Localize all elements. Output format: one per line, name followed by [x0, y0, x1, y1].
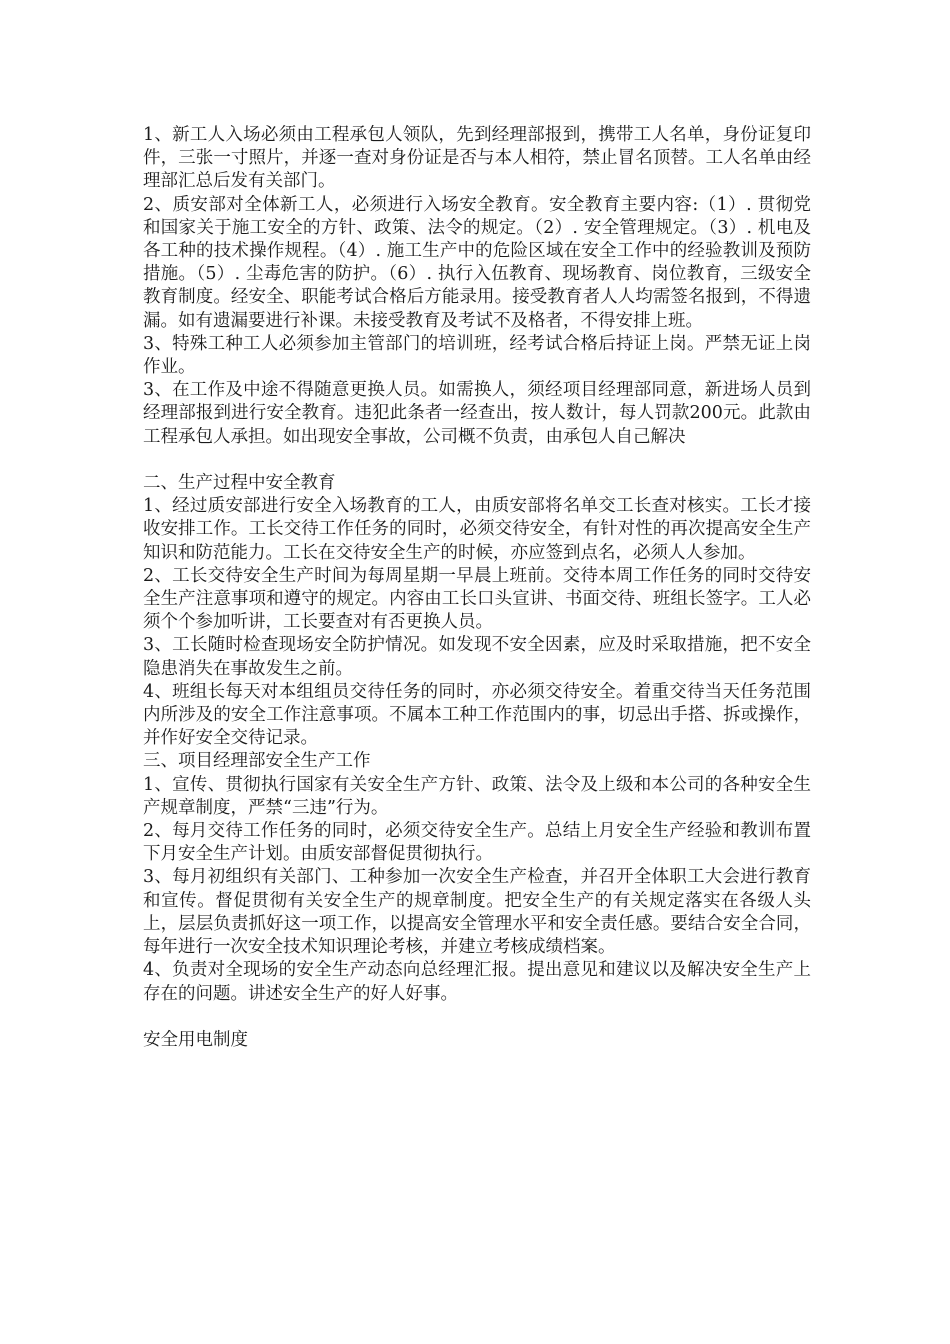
- blank-line: [143, 449, 811, 472]
- section-heading-project-dept: 三、项目经理部安全生产工作: [143, 751, 371, 772]
- paragraph-s3-4: 4、负责对全现场的安全生产动态向总经理汇报。提出意见和建议以及解决安全生产上存在的问题。讲述安全生产的好人好事。: [143, 960, 811, 1004]
- paragraph-s1-1: 1、新工人入场必须由工程承包人领队，先到经理部报到，携带工人名单，身份证复印件，三张一寸照片，并逐一查对身份证是否与本人相符，禁止冒名顶替。工人名单由经理部汇总后发有关部门。: [143, 125, 811, 192]
- paragraph-s2-3: 3、工长随时检查现场安全防护情况。如发现不安全因素，应及时采取措施，把不安全隐患消失在事故发生之前。: [143, 635, 811, 679]
- paragraph-s1-4: 3、在工作及中途不得随意更换人员。如需换人，须经项目经理部同意，新进场人员到经理部报到进行安全教育。违犯此条者一经查出，按人数计，每人罚款200元。此款由工程承包人承担。如出现安全事故，公司概不负责，由承包人自己解决: [143, 380, 811, 447]
- document-body: [143, 124, 811, 1052]
- paragraph-s1-3: 3、特殊工种工人必须参加主管部门的培训班，经考试合格后持证上岗。严禁无证上岗作业。: [143, 333, 811, 378]
- blank-line: [143, 1006, 811, 1029]
- section-heading-electricity: 安全用电制度: [143, 1029, 248, 1050]
- paragraph-s3-3: 3、每月初组织有关部门、工种参加一次安全生产检查，并召开全体职工大会进行教育和宣传。督促贯彻有关安全生产的规章制度。把安全生产的有关规定落实在各级人头上，层层负责抓好这一项工作，以提高安全管理水平和安全责任感。要结合安全合同，每年进行一次安全技术知识理论考核，并建立考核成绩档案。: [143, 867, 811, 958]
- paragraph-s2-1: 1、经过质安部进行安全入场教育的工人，由质安部将名单交工长查对核实。工长才接收安排工作。工长交待工作任务的同时，必须交待安全，有针对性的再次提高安全生产知识和防范能力。工长在交待安全生产的时候，亦应签到点名，必须人人参加。: [143, 496, 811, 563]
- paragraph-s3-2: 2、每月交待工作任务的同时，必须交待安全生产。总结上月安全生产经验和教训布置下月安全生产计划。由质安部督促贯彻执行。: [143, 821, 811, 865]
- section-heading-production-safety: 二、生产过程中安全教育: [143, 473, 336, 494]
- paragraph-s2-4: 4、班组长每天对本组组员交待任务的同时，亦必须交待安全。着重交待当天任务范围内所涉及的安全工作注意事项。不属本工种工作范围内的事，切忌出手搭、拆或操作，并作好安全交待记录。: [143, 681, 811, 749]
- paragraph-s1-2: 2、质安部对全体新工人，必须进行入场安全教育。安全教育主要内容:（1）. 贯彻党和国家关于施工安全的方针、政策、法令的规定。（2）. 安全管理规定。（3）. 机电及各工种的技术操作规程。（4）. 施工生产中的危险区域在安全工作中的经验教训及预防措施。（5）. 尘毒危害的防护。（6）. 执行入伍教育、现场教育、岗位教育，三级安全教育制度。经安全、职能考试合格后方能录用。接受教育者人人均需签名报到，不得遗漏。如有遗漏要进行补课。未接受教育及考试不及格者，不得安排上班。: [143, 194, 811, 331]
- paragraph-s2-2: 2、工长交待安全生产时间为每周星期一早晨上班前。交待本周工作任务的同时交待安全生产注意事项和遵守的规定。内容由工长口头宣讲、书面交待、班组长签字。工人必须个个参加听讲，工长要查对有否更换人员。: [143, 565, 811, 633]
- paragraph-s3-1: 1、宣传、贯彻执行国家有关安全生产方针、政策、法令及上级和本公司的各种安全生产规章制度，严禁“三违”行为。: [143, 774, 811, 818]
